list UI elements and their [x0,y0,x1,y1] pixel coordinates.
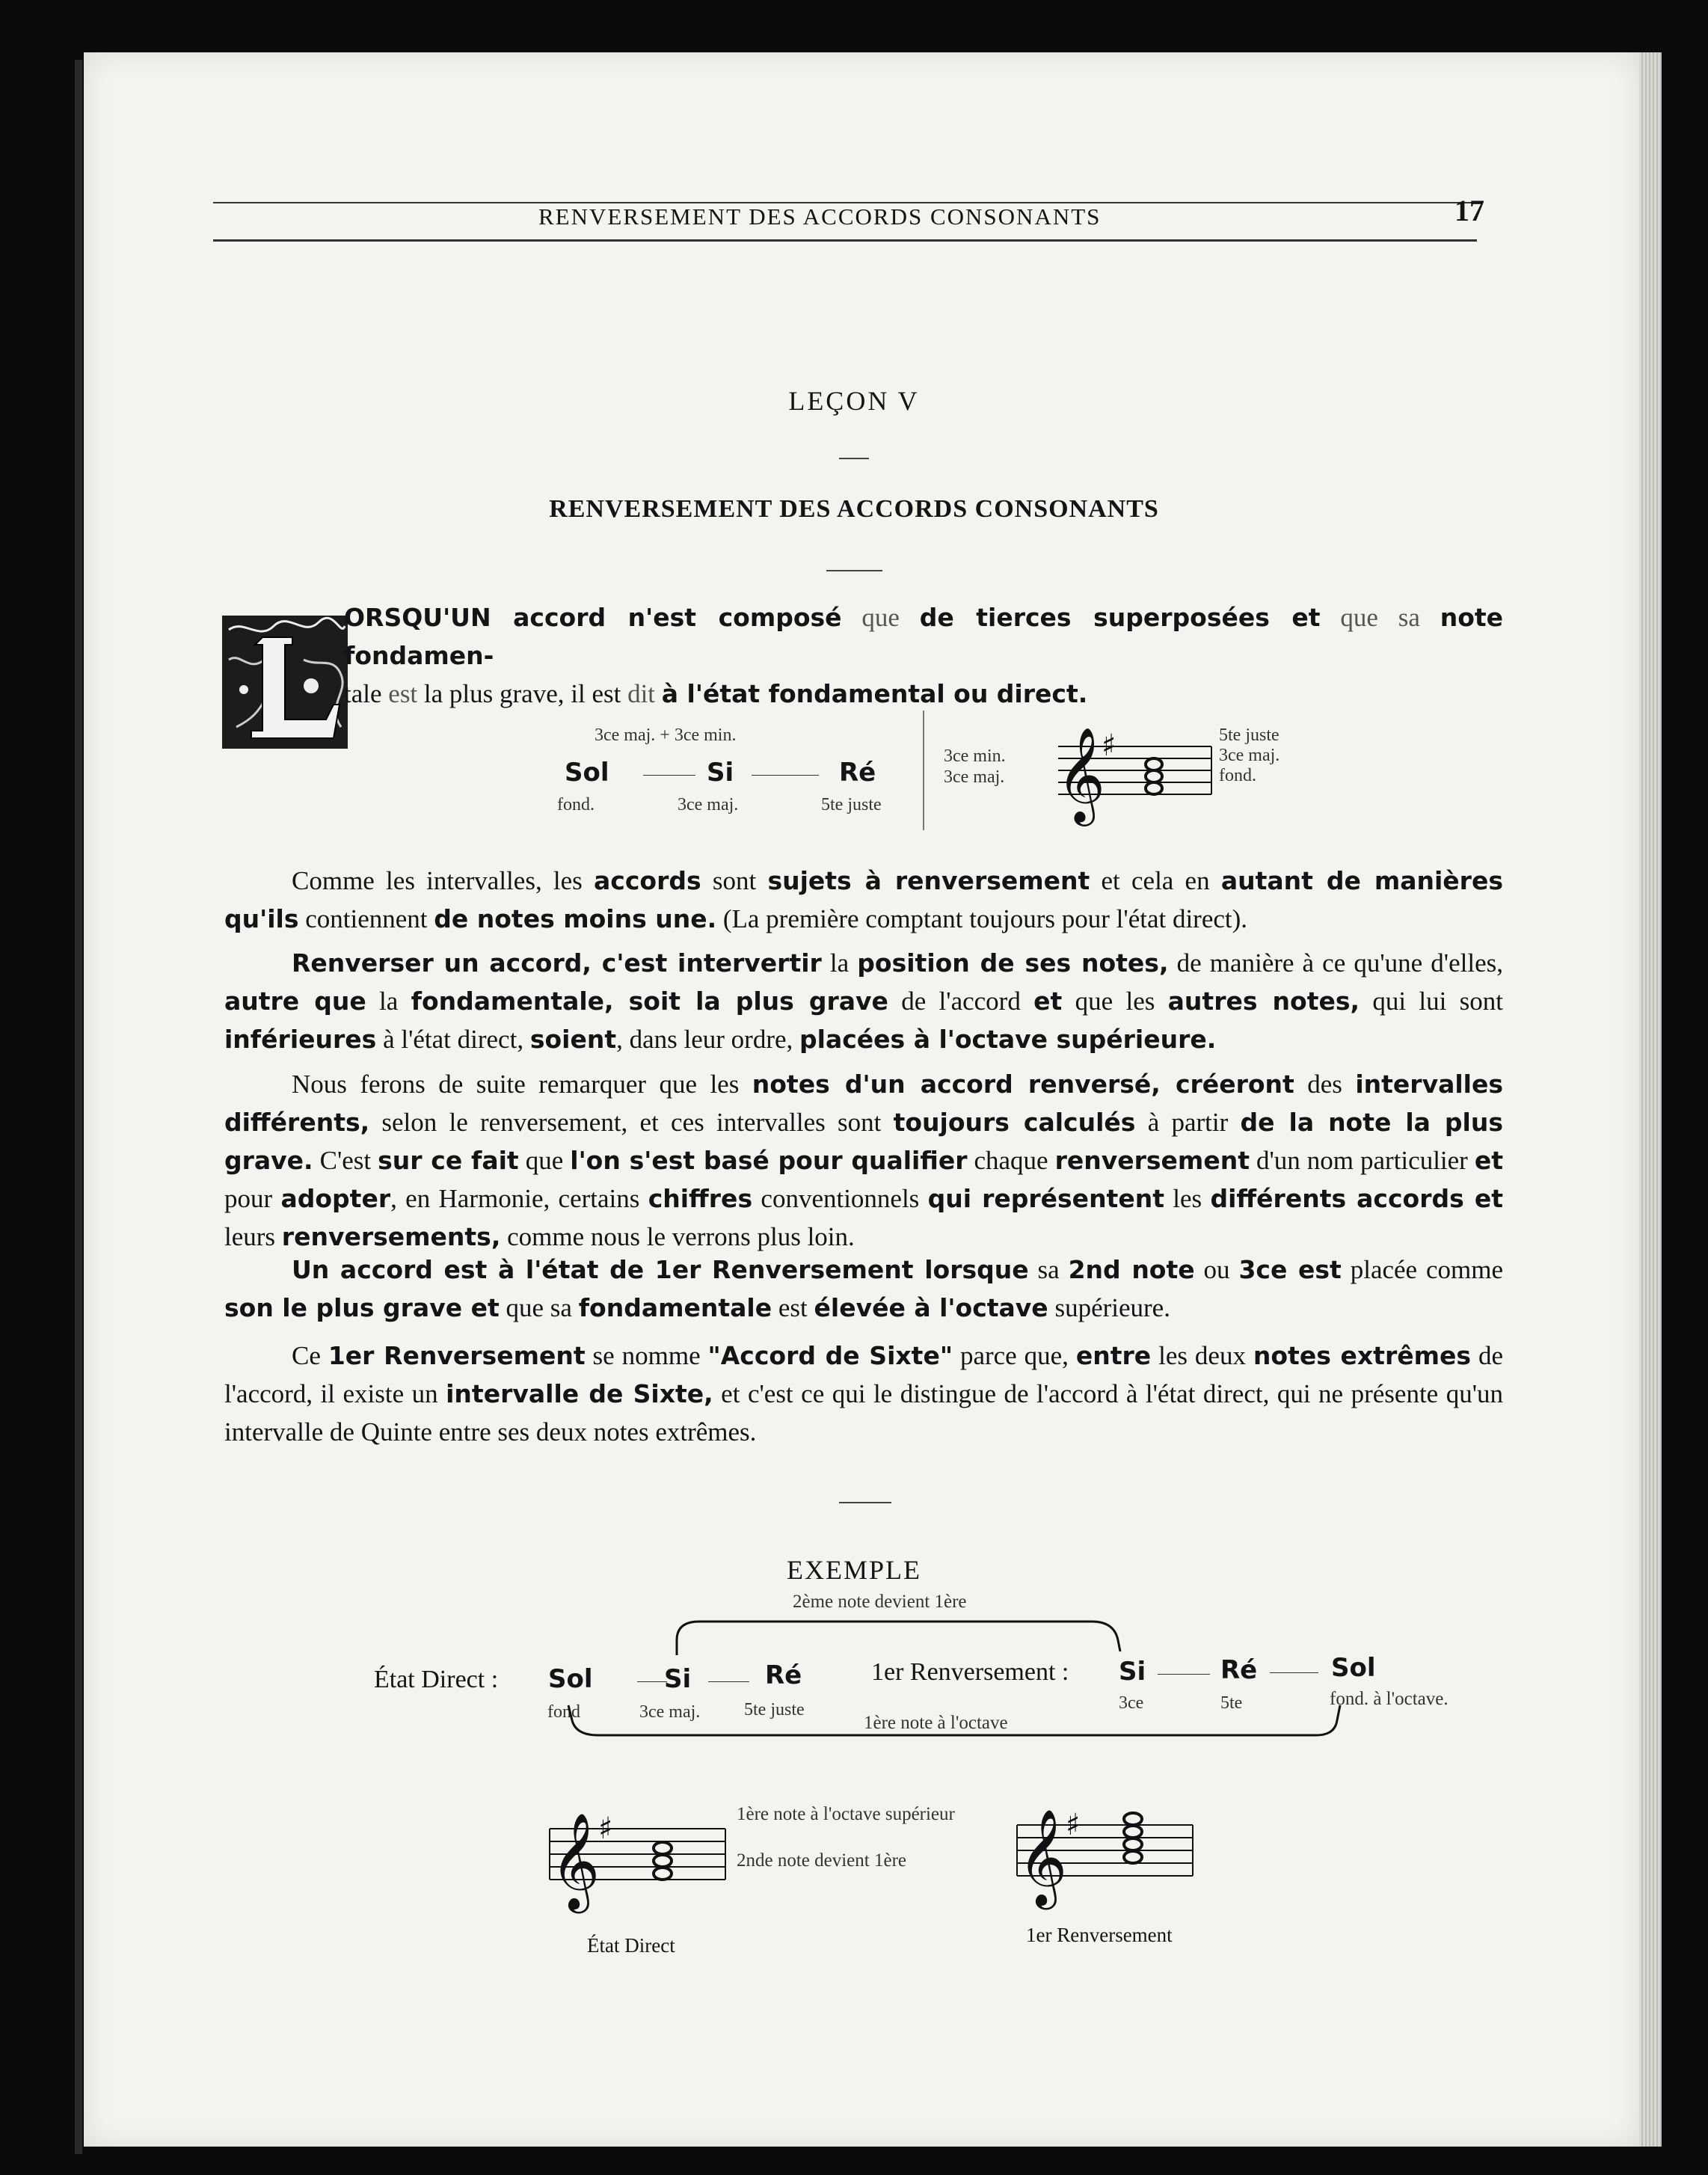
note-re: Ré [1220,1655,1258,1685]
note-sub-label: fond [547,1702,580,1722]
paragraph-text: inférieures [224,1025,377,1054]
connector [637,1681,667,1682]
divider [839,458,869,459]
paragraph-text: ou [1194,1255,1239,1284]
paragraph-text: et [1033,987,1063,1016]
page-number: 17 [1454,194,1484,227]
paragraph-text: les [1164,1184,1211,1213]
staff-etat-direct [546,1795,733,1915]
paragraph-text: Ce [292,1341,328,1370]
paragraph-text: et [1474,1146,1503,1175]
paragraph-text: contiennent [298,904,434,933]
note-sub-label: 5te [1220,1693,1243,1713]
paragraph-text: toujours calculés [893,1108,1136,1137]
paragraph-text: pour [224,1184,281,1213]
paragraph-text: que sa [499,1293,579,1322]
svg-text:♯: ♯ [598,1812,613,1846]
dropcap-l-ornament [221,615,348,749]
staff-premier-renversement [1013,1791,1200,1911]
example-heading: EXEMPLE [787,1555,921,1585]
paragraph-5 [224,1337,1503,1451]
note-sub-label: 3ce maj. [678,795,739,815]
note-si: Si [664,1664,692,1694]
paragraph-text: 1er Renversement [328,1341,586,1370]
paragraph-text: d'un nom particulier [1249,1146,1475,1175]
book-spine [75,60,82,2154]
note-sub-label: 5te juste [821,795,882,815]
paragraph-text: l'on s'est basé pour qualifier [570,1146,968,1175]
paragraph-text: sont [701,866,768,895]
top-brace [658,1614,1137,1659]
note-re: Ré [839,758,876,788]
paragraph-text: notes d'un accord renversé, créeront [752,1070,1294,1099]
intro-text: note fondamen- [344,603,1504,670]
paragraph-text: est [772,1293,814,1322]
connector [643,775,695,776]
intro-text: dit [627,679,656,708]
paragraph-text: renversement [1054,1146,1250,1175]
intro-text: il est [571,679,621,708]
paragraph-text: parce que, [953,1341,1076,1370]
lesson-label: LEÇON V [788,386,920,416]
paragraph-text: , dans leur ordre, [616,1025,800,1054]
paragraph-text: conventionnels [752,1184,928,1213]
intro-text: la plus grave, [423,679,565,708]
paragraph-text: "Accord de Sixte" [707,1341,953,1370]
paragraph-text: les deux [1151,1341,1253,1370]
paragraph-text: C'est [313,1146,378,1175]
paragraph-text: chiffres [648,1184,753,1213]
transition-note: 1ère note à l'octave supérieur [737,1804,955,1824]
note-sol: Sol [548,1664,593,1694]
svg-text:𝄞: 𝄞 [1057,726,1106,822]
paragraph-text: fondamentale, soit la plus grave [411,987,888,1016]
paragraph-text: à l'état direct, [376,1025,530,1054]
paragraph-text: Nous ferons de suite remarquer que les [292,1070,752,1099]
intro-text: que [861,603,900,632]
paragraph-text: renversements, [281,1222,501,1251]
intro-paragraph [344,598,1503,713]
paragraph-text: position de ses notes, [857,948,1169,978]
paragraph-text: (La première comptant toujours pour l'état direct). [716,904,1248,933]
intro-text: ORSQU'UN accord n'est composé [344,603,842,632]
paragraph-text: adopter [280,1184,391,1213]
paragraph-text: et cela en [1090,866,1221,895]
paragraph-4 [224,1251,1503,1327]
interval-label: 5te juste [1219,725,1280,745]
paragraph-text: de l'accord [888,987,1034,1016]
paragraph-text: placée comme [1341,1255,1504,1284]
caption-etat-direct: État Direct [587,1934,675,1957]
paragraph-text: sur ce fait [378,1146,519,1175]
note-si: Si [1119,1657,1146,1687]
paragraph-text: selon le renversement, et ces intervalles sont [369,1108,894,1137]
note-re: Ré [765,1660,802,1690]
svg-text:𝄞: 𝄞 [1018,1809,1068,1906]
paragraph-text: chaque [967,1146,1055,1175]
svg-text:♯: ♯ [1102,728,1116,763]
paragraph-text: comme nous le verrons plus loin. [500,1222,855,1251]
paragraph-2 [224,944,1503,1058]
connector [708,1681,749,1682]
paragraph-text: fondamentale [578,1293,772,1322]
brace-label: 1ère note à l'octave [864,1713,1008,1733]
interval-label: fond. [1219,766,1256,785]
note-sub-label: 3ce [1119,1693,1144,1713]
intro-text: de tierces superposées et [919,603,1321,632]
intro-text: tale [344,679,382,708]
paragraph-text: , en Harmonie, certains [390,1184,648,1213]
paragraph-text: notes extrêmes [1253,1341,1472,1370]
paragraph-1 [224,862,1503,938]
paragraph-text: son le plus grave et [224,1293,500,1322]
caption-premier-renversement: 1er Renversement [1026,1924,1173,1946]
paragraph-text: soient [529,1025,617,1054]
paragraph-text: élevée à l'octave [814,1293,1048,1322]
note-si: Si [707,758,734,788]
interval-label: 3ce maj. [944,767,1005,787]
brace-label: 2ème note devient 1ère [793,1592,967,1612]
state-direct-label: État Direct : [374,1666,499,1693]
note-sub-label: 3ce maj. [639,1702,701,1722]
interval-label: 3ce min. [944,746,1006,766]
connector [1158,1674,1210,1675]
paragraph-text: autres notes, [1167,987,1360,1016]
intro-text: à l'état fondamental ou direct. [661,679,1088,708]
intro-text: que sa [1340,603,1420,632]
paragraph-text: que [518,1146,571,1175]
divider [826,570,882,571]
paragraph-text: de la note la plus grave. [224,1108,1504,1175]
paragraph-text: 3ce est [1238,1255,1342,1284]
connector [1270,1672,1318,1673]
lesson-title: RENVERSEMENT DES ACCORDS CONSONANTS [549,495,1159,523]
paragraph-text: placées à l'octave supérieure. [799,1025,1217,1054]
svg-text:♯: ♯ [1066,1808,1081,1842]
paragraph-text: entre [1075,1341,1152,1370]
divider [839,1502,891,1503]
paragraph-text: intervalles différents, [224,1070,1503,1137]
interval-label: 3ce maj. + 3ce min. [595,725,737,745]
paragraph-text: Comme les intervalles, les [292,866,595,895]
paragraph-text: qui représentent [927,1184,1164,1213]
paragraph-text: leurs [224,1222,282,1251]
interval-label: 3ce maj. [1219,746,1280,765]
paragraph-text: qui lui sont [1360,987,1503,1016]
paragraph-text: des [1294,1070,1356,1099]
running-title: RENVERSEMENT DES ACCORDS CONSONANTS [538,203,1102,230]
note-sub-label: fond. à l'octave. [1330,1689,1449,1709]
paragraph-text: autre que [224,987,366,1016]
paragraph-text: autant de manières qu'ils [224,866,1503,933]
paragraph-text: que les [1062,987,1168,1016]
paragraph-text: à partir [1135,1108,1241,1137]
note-sub-label: 5te juste [744,1700,805,1720]
paragraph-text: la [366,987,411,1016]
intro-text: est [388,679,418,708]
connector [752,775,819,776]
note-sub-label: fond. [557,795,595,815]
first-inversion-label: 1er Renversement : [871,1658,1069,1686]
paragraph-text: 2nd note [1068,1255,1195,1284]
transition-note: 2nde note devient 1ère [737,1850,906,1871]
paragraph-text: Renverser un accord, c'est intervertir [292,948,822,978]
paragraph-text: Un accord est à l'état de 1er Renversement lorsque [292,1255,1029,1284]
paragraph-text: sa [1028,1255,1069,1284]
paragraph-text: de manière à ce qu'une d'elles, [1168,948,1503,978]
paragraph-text: de l'accord, il existe un [224,1341,1503,1408]
vertical-divider [923,711,924,830]
paragraph-text: supérieure. [1048,1293,1170,1322]
paragraph-text: et c'est ce qui le distingue de l'accord à l'état direct, qui ne présente qu'un intervalle de Quinte entre ses deux notes extrêmes. [224,1379,1504,1447]
staff-g-major-chord [1051,709,1215,829]
paragraph-text: différents accords et [1210,1184,1503,1213]
note-sol: Sol [565,758,609,788]
paragraph-text: se nomme [585,1341,708,1370]
note-sol: Sol [1331,1653,1376,1683]
paragraph-text: la [821,948,858,978]
paragraph-text: sujets à renversement [767,866,1090,895]
header-rule-bottom [213,239,1477,242]
paragraph-text: intervalle de Sixte, [446,1379,713,1408]
paragraph-text: accords [594,866,701,895]
paragraph-text: de notes moins une. [434,904,717,933]
paragraph-3 [224,1065,1503,1256]
page-edges [1639,52,1662,2147]
svg-text:𝄞: 𝄞 [550,1812,600,1909]
